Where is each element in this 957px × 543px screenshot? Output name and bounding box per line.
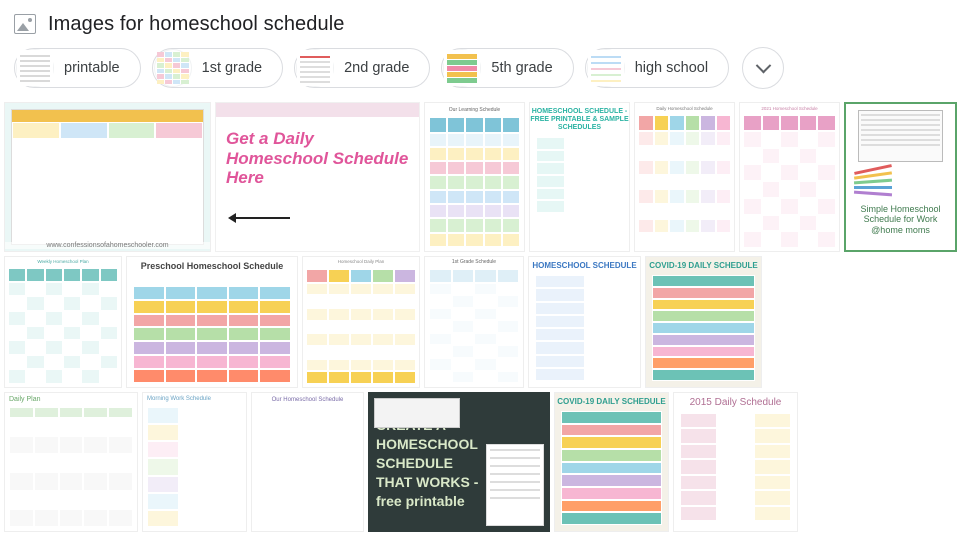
result-thumbnail[interactable]: [302, 256, 420, 388]
colored-grid-thumb: [154, 49, 192, 87]
expand-chips-button[interactable]: [742, 47, 784, 89]
result-caption: Our Learning Schedule: [448, 107, 501, 113]
result-caption: 2021 Homeschool Schedule: [761, 106, 818, 111]
result-caption: Get a Daily Homeschool Schedule Here: [226, 129, 409, 188]
result-thumbnail[interactable]: [4, 256, 122, 388]
images-icon: [14, 14, 36, 34]
result-thumbnail[interactable]: [673, 392, 798, 532]
result-thumbnail[interactable]: [142, 392, 247, 532]
filter-chip-1st-grade[interactable]: [152, 48, 283, 88]
filter-chip-label: 5th grade: [491, 60, 553, 76]
result-caption: Preschool Homeschool Schedule: [140, 261, 284, 271]
result-caption: COVID-19 DAILY SCHEDULE: [557, 397, 666, 406]
result-caption: Morning Work Schedule: [147, 396, 211, 402]
results-row: [0, 392, 782, 536]
result-thumbnail[interactable]: [251, 392, 364, 532]
rainbow-stripes-thumb: [443, 49, 481, 87]
result-thumbnail[interactable]: [368, 392, 550, 532]
result-thumbnail[interactable]: [554, 392, 669, 532]
result-caption: COVID-19 DAILY SCHEDULE: [649, 261, 758, 270]
results-grid: [0, 102, 941, 536]
result-caption: HOMESCHOOL SCHEDULE: [532, 261, 637, 270]
results-header: [0, 0, 768, 44]
filter-chip-label: 2nd grade: [344, 60, 410, 76]
filter-chip-label: 1st grade: [201, 60, 263, 76]
filter-chip-2nd-grade[interactable]: [294, 48, 430, 88]
result-thumbnail[interactable]: [634, 102, 735, 252]
filter-chip-label: high school: [634, 60, 709, 76]
result-thumbnail[interactable]: [645, 256, 762, 388]
result-thumbnail[interactable]: [528, 256, 641, 388]
results-row: [0, 102, 941, 256]
page-title: Images for homeschool schedule: [48, 12, 345, 35]
result-thumbnail[interactable]: [126, 256, 298, 388]
result-caption: 2015 Daily Schedule: [689, 397, 782, 408]
blue-table-thumb: [587, 49, 625, 87]
chevron-down-icon: [755, 57, 771, 73]
result-caption: HOMESCHOOL SCHEDULE - FREE PRINTABLE & SAMPLE SCHEDULES: [530, 108, 629, 132]
result-caption: Our Homeschool Schedule: [271, 397, 344, 403]
result-thumbnail[interactable]: [424, 102, 525, 252]
filter-chip-row: [0, 44, 768, 98]
result-caption: HOMESCHOOL SCHEDULE THAT WORKS - free printable: [376, 435, 479, 509]
red-chart-thumb: [296, 49, 334, 87]
result-caption: Simple Homeschool Schedule for Work @home moms: [860, 204, 941, 235]
result-caption: Daily Homeschool Schedule: [656, 106, 713, 111]
lined-planner-thumb: [16, 49, 54, 87]
result-thumbnail[interactable]: [739, 102, 840, 252]
result-thumbnail[interactable]: [844, 102, 957, 252]
results-row: [0, 256, 768, 392]
filter-chip-label: printable: [64, 60, 120, 76]
filter-chip-printable[interactable]: [14, 48, 141, 88]
result-watermark: www.confessionsofahomeschooler.com: [5, 242, 210, 249]
filter-chip-high-school[interactable]: [585, 48, 729, 88]
result-thumbnail[interactable]: [529, 102, 630, 252]
result-thumbnail[interactable]: [4, 102, 211, 252]
result-thumbnail[interactable]: [4, 392, 138, 532]
result-caption: Weekly Homeschool Plan: [37, 259, 89, 264]
result-caption: Daily Plan: [9, 396, 41, 403]
result-thumbnail[interactable]: [215, 102, 420, 252]
filter-chip-5th-grade[interactable]: [441, 48, 573, 88]
result-caption: Homeschool Daily Plan: [337, 259, 385, 264]
result-caption: 1st Grade Schedule: [451, 259, 497, 265]
result-thumbnail[interactable]: [424, 256, 524, 388]
